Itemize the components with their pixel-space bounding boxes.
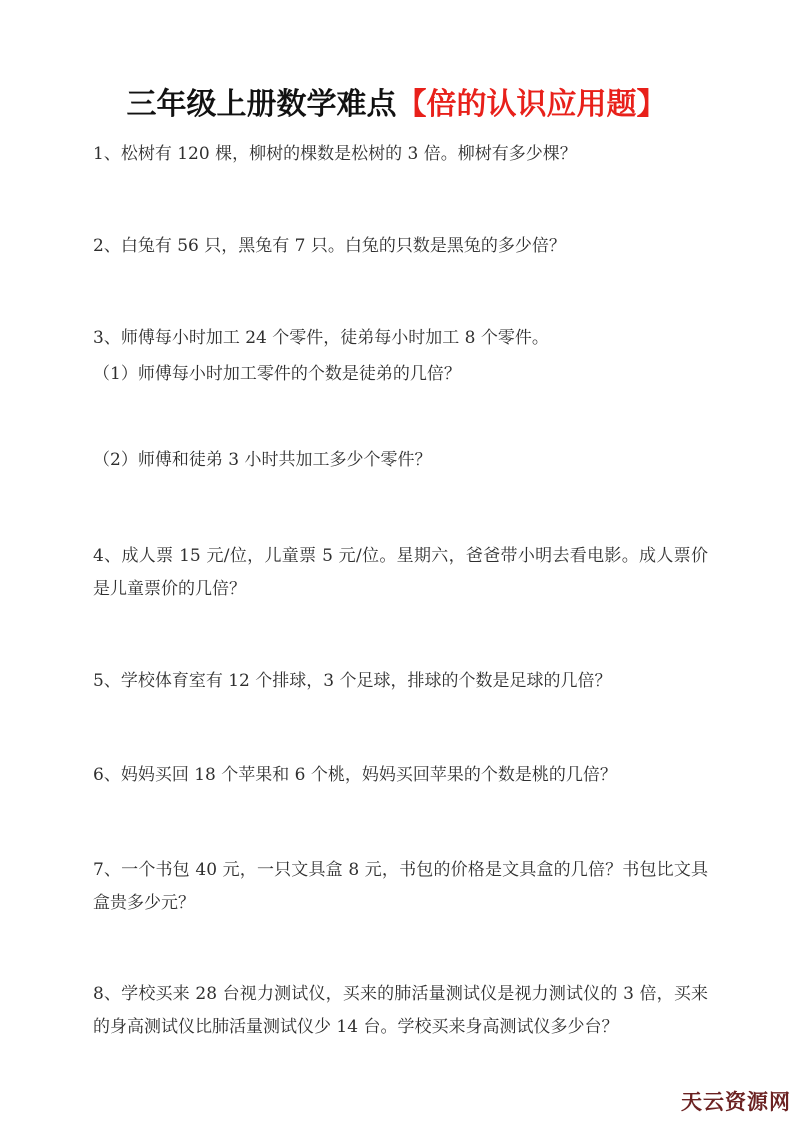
problem-5: 5、学校体育室有 12 个排球，3 个足球，排球的个数是足球的几倍？	[93, 671, 612, 691]
problem-2: 2、白兔有 56 只，黑兔有 7 只。白兔的只数是黑兔的多少倍？	[93, 236, 566, 256]
problem-3-sub-2: （2）师傅和徒弟 3 小时共加工多少个零件？	[93, 450, 432, 470]
problem-4: 4、成人票 15 元/位，儿童票 5 元/位。星期六，爸爸带小明去看电影。成人票价是儿童票价的几倍？	[93, 546, 708, 599]
problem-8: 8、学校买来 28 台视力测试仪，买来的肺活量测试仪是视力测试仪的 3 倍，买来的身高测试仪比肺活量测试仪少 14 台。学校买来身高测试仪多少台？	[93, 984, 708, 1037]
problem-3: 3、师傅每小时加工 24 个零件，徒弟每小时加工 8 个零件。	[93, 328, 549, 348]
site-watermark: 天云资源网	[681, 1090, 791, 1114]
page-title	[0, 86, 793, 124]
problem-7: 7、一个书包 40 元，一只文具盒 8 元，书包的价格是文具盒的几倍？书包比文具盒贵多少元？	[93, 860, 708, 913]
page-title-main: 三年级上册数学难点	[126, 87, 397, 122]
problem-1: 1、松树有 120 棵，柳树的棵数是松树的 3 倍。柳树有多少棵？	[93, 144, 577, 164]
page-title-highlight: 【倍的认识应用题】	[396, 87, 667, 122]
problem-3-sub-1: （1）师傅每小时加工零件的个数是徒弟的几倍？	[93, 364, 461, 384]
problem-6: 6、妈妈买回 18 个苹果和 6 个桃，妈妈买回苹果的个数是桃的几倍？	[93, 765, 617, 785]
